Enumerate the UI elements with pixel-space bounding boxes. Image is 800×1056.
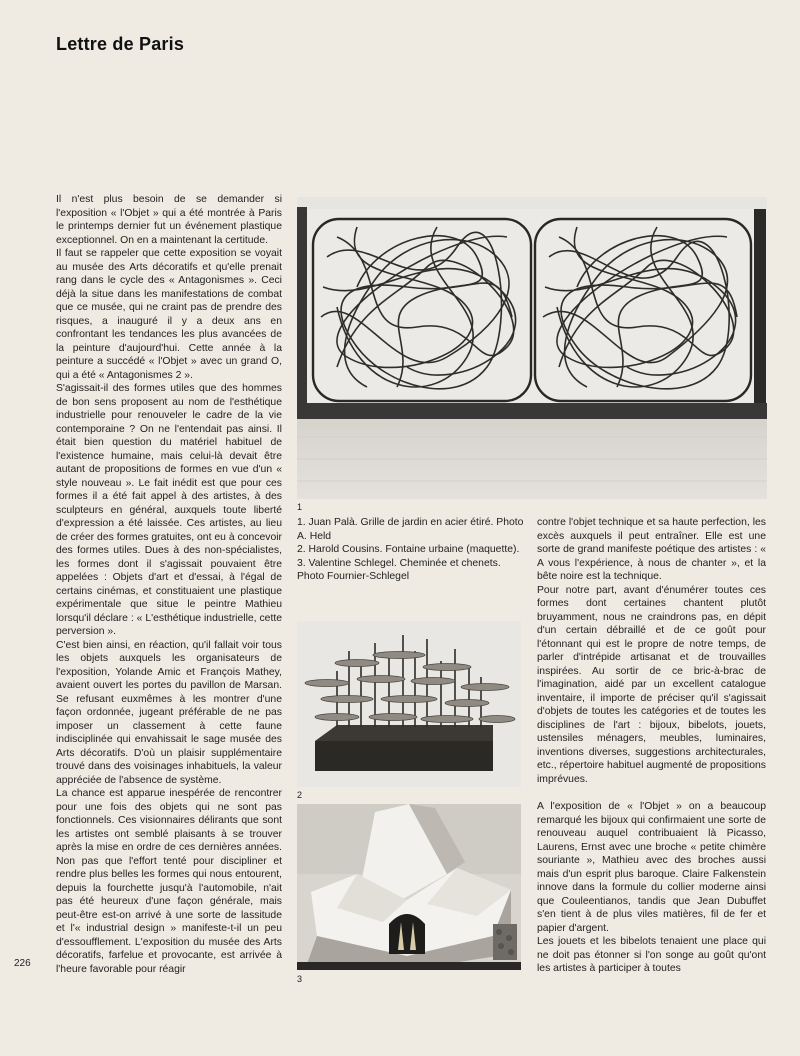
page-title: Lettre de Paris (56, 34, 185, 54)
fireplace-illustration (297, 804, 521, 970)
paragraph: Il faut se rappeler que cette exposition se voyait au musée des Arts décoratifs et qu'elle prenait rang dans le cycle des « Antagonismes ». Ceci déjà la situe dans les manifestations de combat que ce musée, qui ne craint pas de prendre des risques, a inauguré il y a deux ans en confrontant les tendances les plus avancées de la peinture d'aujourd'hui. Cette année à la peinture a succédé « l'Objet » avec un grand O, qui a été « Antagonismes 2 ». (56, 248, 282, 381)
garden-grille-illustration (297, 197, 767, 499)
figure-number-2: 2 (297, 790, 303, 800)
paragraph: C'est bien ainsi, en réaction, qu'il fallait voir tous les objets auxquels les organisateurs de l'exposition, Yolande Amic et François Mathey, avaient ouvert les portes du pavillon de Marsan. Se refusant euxmêmes à les montrer d'une façon ordonnée, jugeant préférable de ne pas imposer un classement à cette faune indisciplinée qui envahissait le sage musée des Arts décoratifs. D'où un plaisir supplémentaire trouvé dans des voisinages inhabituels, la valeur appréciée de l'absence de système. (56, 639, 282, 786)
figure-number-1: 1 (297, 502, 303, 512)
right-text-column-upper (537, 516, 766, 786)
page-number: 226 (14, 958, 31, 969)
figure-number-3: 3 (297, 974, 303, 984)
paragraph: Les jouets et les bibelots tenaient une place qui ne doit pas étonner si l'on songe au goût qu'ont les artistes à participer à toutes (537, 936, 766, 974)
paragraph: A l'exposition de « l'Objet » on a beaucoup remarqué les bijoux qui confirmaient une sorte de renouveau auquel contribuaient là Picasso, Laurens, Ernst avec une broche « petite chimère souriante », Mathieu avec des broches aussi mais d'un esprit plus baroque. Claire Falkenstein innove dans la formule du collier moderne ainsi que Couleentianos, tandis que Jean Dubuffet s'en tient à de plus viles matières, fil de fer et papier d'argent. (537, 801, 766, 934)
photo-fountain-maquette (297, 621, 521, 787)
paragraph: Il n'est plus besoin de se demander si l'exposition « l'Objet » qui a été montrée à Paris le printemps dernier fut un événement plastique exceptionnel. On en a maintenant la certitude. (56, 194, 282, 246)
fountain-maquette-illustration (297, 621, 521, 787)
caption-1: 1. Juan Palà. Grille de jardin en acier étiré. Photo A. Held (297, 517, 524, 542)
paragraph: contre l'objet technique et sa haute perfection, les excès auxquels il peut entraîner. Elle est une sorte de grand manifeste poétique des artistes : « A vous l'expérience, à nous de chanter », et la bête noire est la technique. (537, 517, 766, 582)
figure-captions (297, 516, 527, 584)
caption-3: 3. Valentine Schlegel. Cheminée et chenets. Photo Fournier-Schlegel (297, 557, 501, 582)
photo-fireplace (297, 804, 521, 970)
photo-garden-grille (297, 197, 767, 499)
caption-2: 2. Harold Cousins. Fontaine urbaine (maquette). (297, 544, 520, 555)
paragraph: La chance est apparue inespérée de rencontrer pour une fois des objets qui ne sont pas fonctionnels. Ces visionnaires délirants que sont les artistes ont semblé plaisants à se trouver après la mise en ordre de ces dernières années. Non pas que l'effort tenté pour discipliner et rendre plus belles les formes qui nous entourent, depuis la fourchette jusqu'à l'automobile, n'ait pas été heureux d'une façon générale, mais peut-être est-on arrivé à une sorte de lassitude et l'« industrial design » manifeste-t-il un peu d'essoufflement. L'exposition du musée des Arts décoratifs, farfelue et provocante, est arrivée à l'heure favorable pour réagir (56, 788, 282, 975)
paragraph: S'agissait-il des formes utiles que des hommes de bon sens proposent au nom de l'esthétique industrielle pour renouveler le cadre de la vie contemporaine ? On ne l'entendait pas ainsi. Il était bien question du matériel habituel de l'existence humaine, mais celui-là devait être autant de propositions de formes en vue d'un « style nouveau ». Le fait inédit est que pour ces formes il a été fait appel à des artistes, à des sculpteurs en général, auxquels toute liberté d'expression a été laissée. Ces artistes, au lieu de créer des formes gratuites, ont eu à concevoir des formes utiles. Dues à des non-spécialistes, les formes dont il s'agissait pouvaient être appelées : Objets d'art et d'essai, à l'égal de certains cinémas, et constituaient une plastique expérimentale que situe le peintre Mathieu lorsqu'il déclare : « L'esthétique industrielle, cette perversion ». (56, 383, 282, 637)
left-text-column (56, 193, 282, 976)
paragraph: Pour notre part, avant d'énumérer toutes ces formes dont certaines chantent plutôt bruyamment, nous ne craindrons pas, en dépit d'un certain débraillé et de ce goût pour l'étonnant qui est le propre de notre temps, de parler d'intrépide artisanat et de trouvailles inspirées. Au sortir de ce bric-à-brac de l'imagination, aidé par un excellent catalogue inventaire, il importe de préciser qu'il s'agissait d'objets de toutes les catégories et de toutes les disciplines de l'art : bijoux, bibelots, jouets, ustensiles ménagers, meubles, luminaires, inventions diverses, suggestions architecturales, etc., répertoire habituel augmenté de propositions imprévues. (537, 584, 766, 785)
right-text-column-lower (537, 800, 766, 976)
